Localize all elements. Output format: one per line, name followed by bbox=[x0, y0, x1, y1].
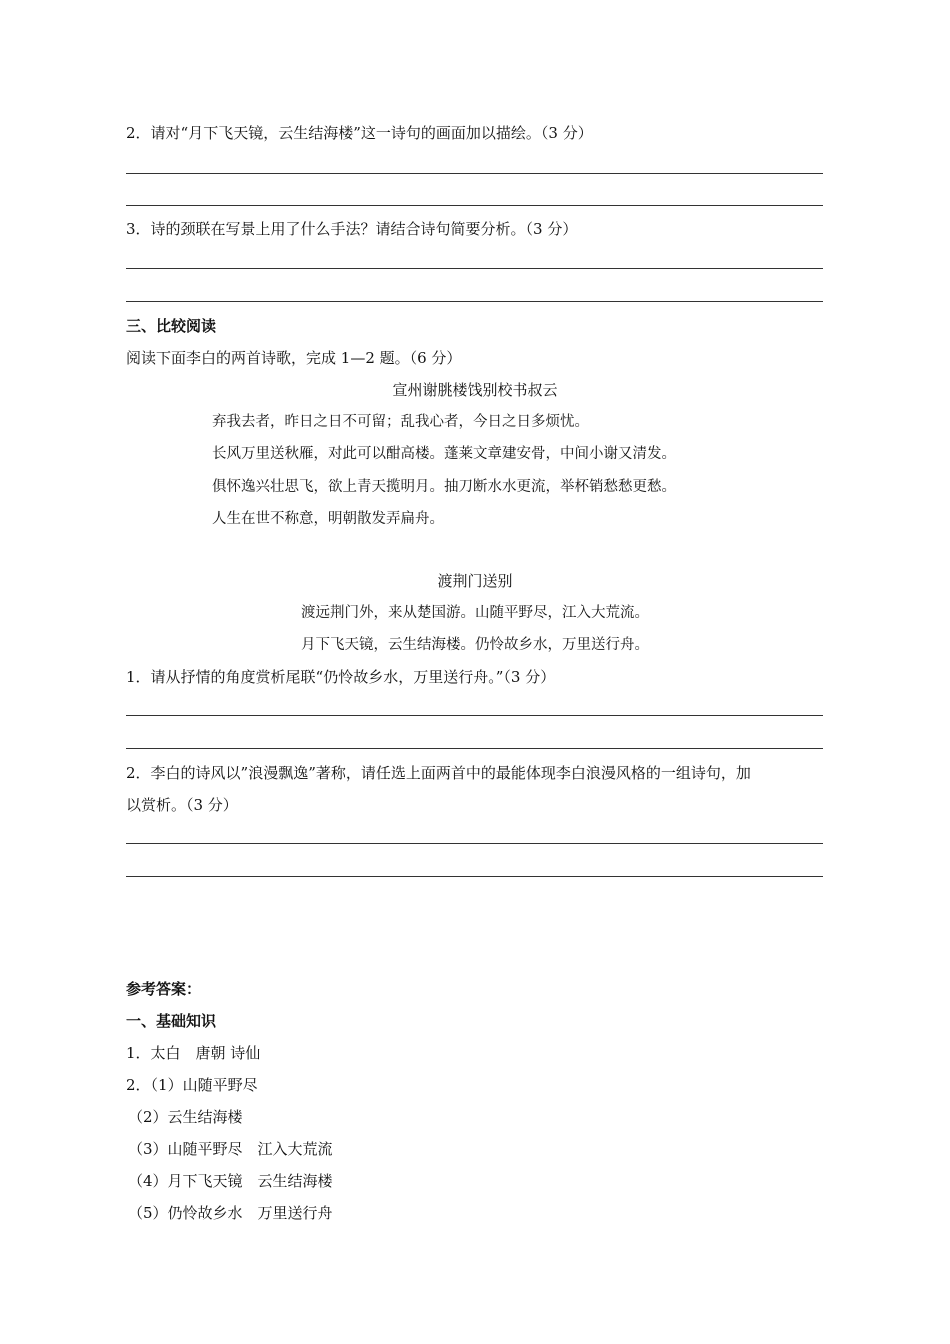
answer-item: （4）月下飞天镜 云生结海楼 bbox=[128, 1172, 333, 1190]
answer-item: 1．太白 唐朝 诗仙 bbox=[126, 1044, 261, 1062]
question-3-top: 3．诗的颈联在写景上用了什么手法？请结合诗句简要分析。（3 分） bbox=[126, 220, 578, 238]
answer-line bbox=[126, 876, 823, 877]
question-2-top: 2．请对“月下飞天镜，云生结海楼”这一诗句的画面加以描绘。（3 分） bbox=[126, 124, 593, 142]
section-3-question-1: 1．请从抒情的角度赏析尾联“仍怜故乡水，万里送行舟。”（3 分） bbox=[126, 668, 556, 686]
section-3-intro: 阅读下面李白的两首诗歌，完成 1—2 题。（6 分） bbox=[126, 349, 462, 367]
answer-line bbox=[126, 748, 823, 749]
poem-2-line: 月下飞天镜，云生结海楼。仍怜故乡水，万里送行舟。 bbox=[301, 637, 649, 653]
answers-section-1-heading: 一、基础知识 bbox=[126, 1012, 217, 1030]
poem-1-line: 长风万里送秋雁，对此可以酣高楼。蓬莱文章建安骨，中间小谢又清发。 bbox=[212, 446, 676, 462]
answers-heading: 参考答案： bbox=[126, 980, 202, 998]
section-3-question-2: 2．李白的诗风以”浪漫飘逸”著称，请任选上面两首中的最能体现李白浪漫风格的一组诗句，加 bbox=[126, 764, 751, 782]
section-3-heading: 三、比较阅读 bbox=[126, 317, 217, 335]
poem-2-title: 渡荆门送别 bbox=[437, 572, 513, 590]
answer-item: （5）仍怜故乡水 万里送行舟 bbox=[128, 1204, 333, 1222]
answer-line bbox=[126, 843, 823, 844]
section-3-question-2-cont: 以赏析。（3 分） bbox=[126, 796, 238, 814]
poem-1-title: 宣州谢朓楼饯别校书叔云 bbox=[392, 381, 558, 399]
answer-line bbox=[126, 268, 823, 269]
poem-1-line: 人生在世不称意，明朝散发弄扁舟。 bbox=[212, 511, 444, 527]
poem-2-line: 渡远荆门外，来从楚国游。山随平野尽，江入大荒流。 bbox=[301, 605, 649, 621]
answer-line bbox=[126, 205, 823, 206]
poem-1-line: 俱怀逸兴壮思飞，欲上青天揽明月。抽刀断水水更流，举杯销愁愁更愁。 bbox=[212, 479, 676, 495]
answer-line bbox=[126, 173, 823, 174]
poem-1-line: 弃我去者，昨日之日不可留；乱我心者，今日之日多烦忧。 bbox=[212, 414, 589, 430]
answer-line bbox=[126, 301, 823, 302]
answer-item: （2）云生结海楼 bbox=[128, 1108, 243, 1126]
answer-line bbox=[126, 715, 823, 716]
answer-item: （3）山随平野尽 江入大荒流 bbox=[128, 1140, 333, 1158]
answer-item: 2．（1）山随平野尽 bbox=[126, 1076, 258, 1094]
